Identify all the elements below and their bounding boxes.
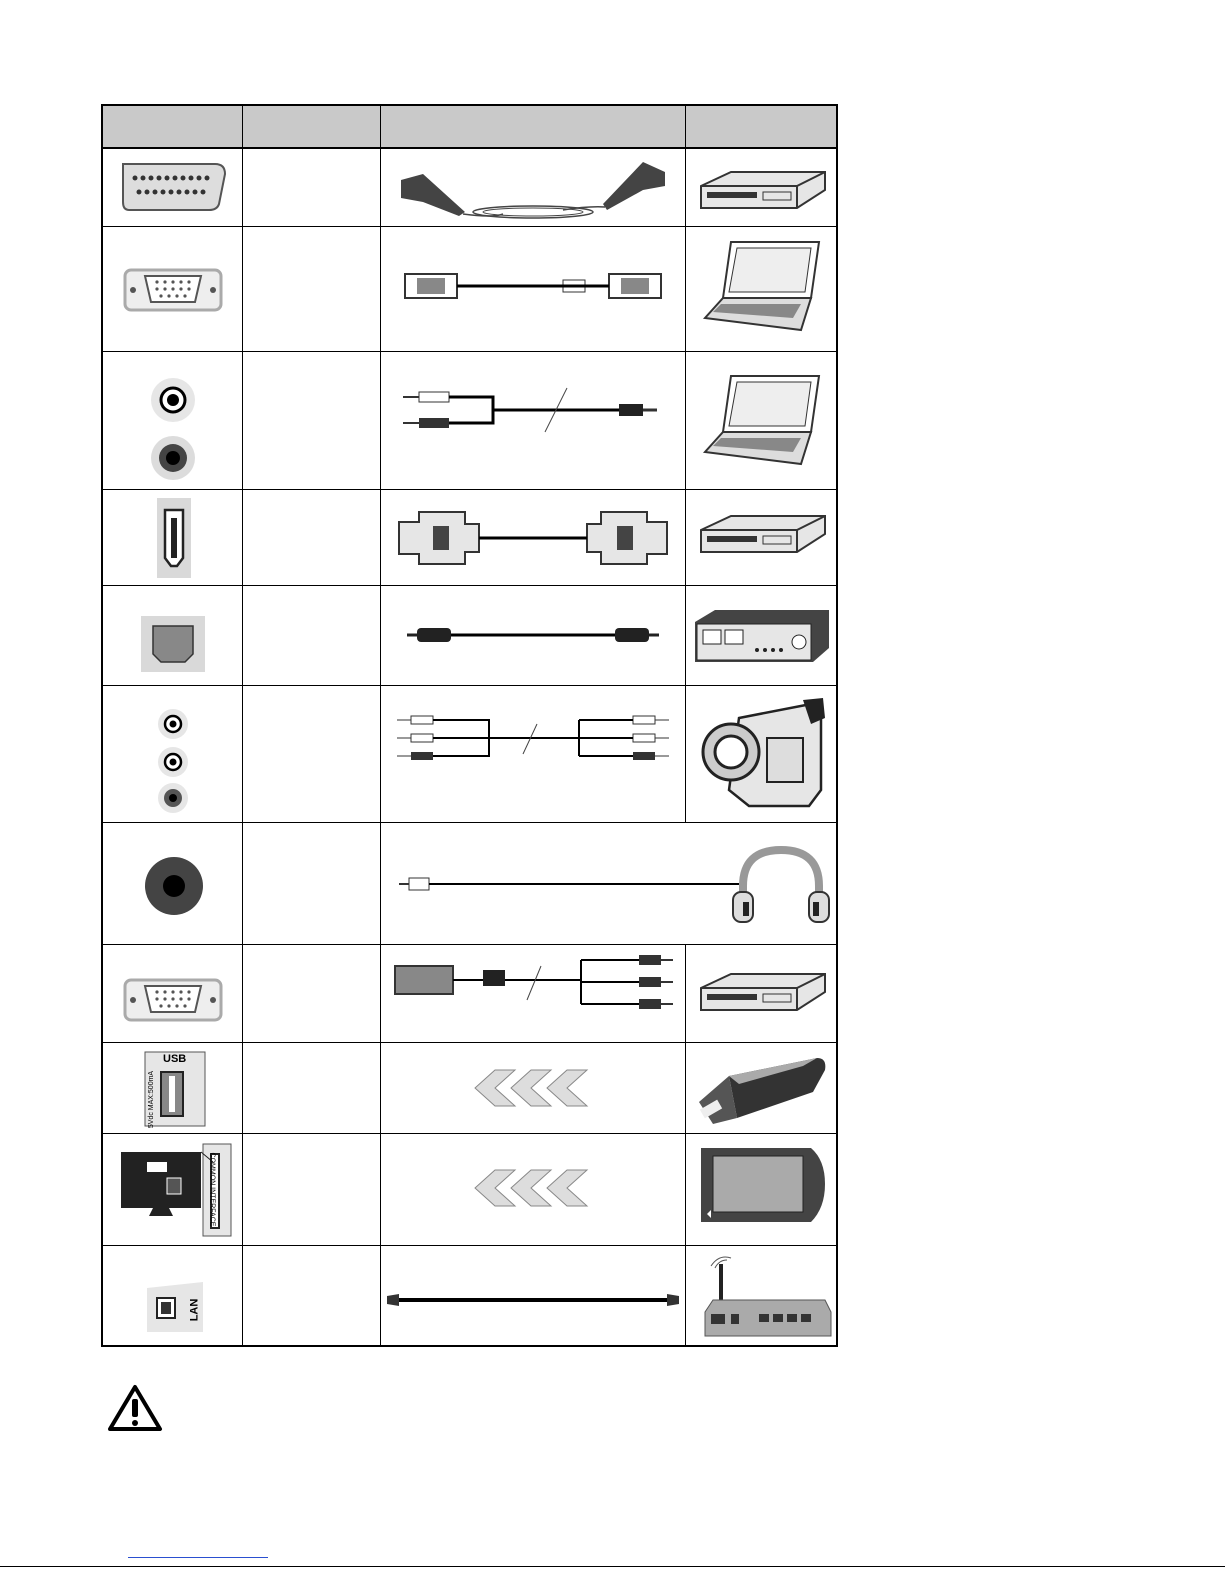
- dvd-recorder-icon: [697, 166, 829, 216]
- warning-triangle-icon: [106, 1383, 164, 1433]
- dvd-recorder-icon: [697, 510, 829, 560]
- usb-rating-label: 5Vdc MAX:500mA: [148, 1070, 156, 1129]
- row-divider: [103, 226, 836, 227]
- dvd-recorder-icon: [697, 968, 829, 1018]
- table-header: [103, 106, 836, 149]
- vga-cable-icon: [397, 266, 669, 306]
- spdif-optical-socket-icon: [141, 616, 205, 672]
- common-interface-slot-icon: [117, 1142, 235, 1238]
- ypbpr-vga-socket-icon: [123, 974, 223, 1024]
- headphone-cable-icon: [399, 872, 739, 896]
- insert-arrows-icon: [473, 1068, 591, 1108]
- usb-stick-icon: [693, 1052, 829, 1132]
- av-sockets-icon: [155, 706, 191, 816]
- connections-table: [101, 104, 838, 1347]
- vga-socket-icon: [123, 264, 223, 314]
- lan-label: LAN: [188, 1298, 201, 1322]
- audio-cable-icon: [399, 382, 667, 446]
- usb-label: USB: [163, 1053, 187, 1065]
- audio-amplifier-icon: [691, 606, 833, 664]
- row-divider: [103, 685, 836, 686]
- row-divider: [103, 1042, 836, 1043]
- column-divider: [685, 106, 686, 822]
- insert-arrows-icon: [473, 1168, 591, 1208]
- footer-link-underline[interactable]: [128, 1557, 268, 1558]
- footer-rule: [0, 1566, 1225, 1567]
- av-cable-icon: [395, 710, 671, 770]
- headphone-socket-icon: [143, 854, 205, 918]
- audio-in-sockets-icon: [147, 376, 199, 484]
- hdmi-cable-icon: [395, 506, 671, 570]
- common-interface-label: COMMON INTERFACE: [208, 1152, 216, 1227]
- row-divider: [103, 1133, 836, 1134]
- row-divider: [103, 351, 836, 352]
- row-divider: [103, 1245, 836, 1246]
- column-divider: [685, 944, 686, 1345]
- camcorder-icon: [699, 694, 829, 816]
- ypbpr-cable-icon: [393, 952, 675, 1016]
- row-divider: [103, 489, 836, 490]
- laptop-icon: [701, 368, 827, 472]
- row-divider: [103, 585, 836, 586]
- hdmi-socket-icon: [157, 498, 191, 578]
- row-divider: [103, 822, 836, 823]
- lan-cable-icon: [385, 1290, 681, 1310]
- column-divider: [242, 106, 243, 1345]
- column-divider: [380, 106, 381, 1345]
- optical-cable-icon: [403, 622, 663, 648]
- headphones-icon: [729, 842, 833, 928]
- laptop-icon: [701, 234, 827, 338]
- scart-socket-icon: [119, 158, 229, 214]
- scart-cable-icon: [393, 152, 673, 220]
- row-divider: [103, 944, 836, 945]
- wireless-router-icon: [701, 1254, 833, 1340]
- ci-cam-module-icon: [699, 1146, 827, 1224]
